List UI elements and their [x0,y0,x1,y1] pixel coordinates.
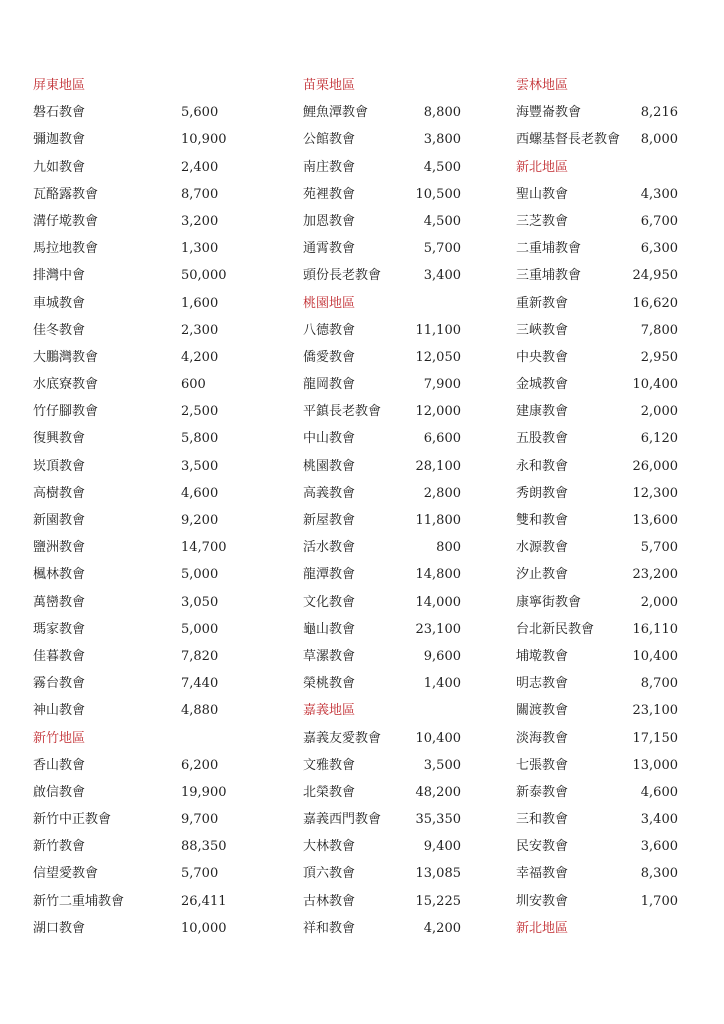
donation-amount: 16,110 [632,621,678,637]
church-name: 苑裡教會 [303,186,356,202]
church-row [303,534,465,561]
church-row [33,154,223,181]
church-row [516,425,681,452]
church-name: 新竹中正教會 [33,812,112,828]
donation-amount: 10,500 [415,186,461,202]
church-row [33,126,227,153]
church-row [303,561,465,588]
donation-amount: 7,900 [423,377,461,393]
church-row [516,290,681,317]
church-name: 古林教會 [303,893,356,909]
donation-amount: 12,300 [632,485,678,501]
region-name: 新北地區 [516,920,569,936]
church-name: 崁頂教會 [33,458,86,474]
church-name: 圳安教會 [516,893,569,909]
donation-amount: 3,400 [423,268,461,284]
donation-amount: 8,216 [640,105,678,121]
church-row [303,589,465,616]
church-name: 神山教會 [33,703,86,719]
region-name: 嘉義地區 [303,703,356,719]
church-row [516,616,681,643]
church-name: 埔墘教會 [516,648,569,664]
donation-amount: 2,800 [423,485,461,501]
donation-amount: 14,800 [415,567,461,583]
church-name: 頭份長老教會 [303,268,382,284]
church-name: 康寧街教會 [516,594,582,610]
church-name: 文化教會 [303,594,356,610]
donation-amount: 10,900 [181,132,227,148]
church-name: 復興教會 [33,431,86,447]
region-heading [516,915,681,942]
donation-amount: 35,350 [415,812,461,828]
church-name: 文雅教會 [303,757,356,773]
donation-amount: 6,600 [423,431,461,447]
donation-amount: 8,700 [181,186,219,202]
church-name: 三重埔教會 [516,268,582,284]
church-name: 溝仔墘教會 [33,213,99,229]
donation-amount: 14,000 [415,594,461,610]
church-row [516,371,681,398]
church-row [516,126,681,153]
church-name: 重新教會 [516,295,569,311]
donation-amount: 50,000 [181,268,227,284]
church-name: 台北新民教會 [516,621,595,637]
donation-amount: 3,500 [181,458,219,474]
church-name: 中央教會 [516,349,569,365]
donation-amount: 5,600 [181,105,219,121]
church-name: 三芝教會 [516,213,569,229]
church-name: 嘉義友愛教會 [303,730,382,746]
church-row [516,561,681,588]
church-name: 新竹教會 [33,839,86,855]
church-name: 海豐崙教會 [516,105,582,121]
donation-amount: 16,620 [632,295,678,311]
church-row [33,534,227,561]
donation-amount: 1,400 [423,676,461,692]
church-row [303,371,465,398]
church-row [33,833,227,860]
church-row [303,888,465,915]
region-name: 新竹地區 [33,730,86,746]
church-row [516,888,681,915]
donation-amount: 3,800 [423,132,461,148]
donation-amount: 7,800 [640,322,678,338]
church-name: 草漯教會 [303,648,356,664]
church-row [33,860,223,887]
church-name: 排灣中會 [33,268,86,284]
church-row [303,181,465,208]
church-row [516,235,681,262]
church-row [303,860,465,887]
donation-amount: 3,400 [640,812,678,828]
church-row [516,208,681,235]
donation-amount: 1,300 [181,241,219,257]
church-row [303,398,465,425]
region-heading [516,154,681,181]
donation-amount: 3,500 [423,757,461,773]
church-name: 汐止教會 [516,567,569,583]
church-name: 加恩教會 [303,213,356,229]
donation-amount: 5,700 [181,866,219,882]
church-name: 馬拉地教會 [33,241,99,257]
donation-amount: 17,150 [632,730,678,746]
church-name: 湖口教會 [33,920,86,936]
donation-amount: 2,000 [640,594,678,610]
church-name: 榮桃教會 [303,676,356,692]
donation-amount: 13,000 [632,757,678,773]
church-row [303,480,465,507]
donation-amount: 88,350 [181,839,227,855]
donation-amount: 48,200 [415,784,461,800]
donation-amount: 10,400 [632,648,678,664]
church-row [303,670,465,697]
church-name: 瑪家教會 [33,621,86,637]
church-row [303,725,465,752]
church-name: 關渡教會 [516,703,569,719]
church-name: 永和教會 [516,458,569,474]
donation-amount: 5,700 [640,540,678,556]
church-row [33,561,223,588]
church-row [516,860,681,887]
church-name: 建康教會 [516,404,569,420]
church-row [33,779,227,806]
church-row [33,99,223,126]
church-name: 三峽教會 [516,322,569,338]
church-name: 中山教會 [303,431,356,447]
region-name: 苗栗地區 [303,78,356,93]
church-row [516,181,681,208]
donation-amount: 23,200 [632,567,678,583]
church-name: 啟信教會 [33,784,86,800]
church-name: 鹽洲教會 [33,540,86,556]
church-name: 水源教會 [516,540,569,556]
donation-amount: 4,880 [181,703,219,719]
donation-amount: 11,800 [415,513,461,528]
region-heading [303,72,465,99]
donation-amount: 2,500 [181,404,219,420]
donation-amount: 10,400 [632,377,678,393]
church-row [516,697,681,724]
church-name: 通霄教會 [303,241,356,257]
donation-amount: 3,600 [640,839,678,855]
donation-amount: 7,820 [181,648,219,664]
church-row [33,453,223,480]
church-name: 西螺基督長老教會 [516,132,621,148]
church-row [33,752,223,779]
church-row [516,344,681,371]
church-row [303,235,465,262]
church-name: 北榮教會 [303,784,356,800]
donation-amount: 26,000 [632,458,678,474]
church-row [516,806,681,833]
church-row [303,806,465,833]
church-row [33,262,227,289]
church-row [33,888,227,915]
church-name: 萬巒教會 [33,594,86,610]
donation-amount: 5,700 [423,241,461,257]
donation-amount: 3,050 [181,594,219,610]
donation-amount: 19,900 [181,784,227,800]
church-name: 九如教會 [33,159,86,175]
church-name: 霧台教會 [33,676,86,692]
church-row [516,507,681,534]
church-row [516,99,681,126]
church-row [303,833,465,860]
donation-amount: 2,300 [181,322,219,338]
donation-amount: 5,800 [181,431,219,447]
region-heading [33,72,223,99]
donation-amount: 1,600 [181,295,219,311]
donation-amount: 5,000 [181,567,219,583]
church-name: 桃園教會 [303,458,356,474]
church-name: 龍潭教會 [303,567,356,583]
church-row [516,480,681,507]
church-name: 雙和教會 [516,513,569,528]
church-row [303,262,465,289]
column-1 [33,72,227,942]
donation-amount: 15,225 [415,893,461,909]
donation-amount: 14,700 [181,540,227,556]
church-row [303,507,465,534]
church-row [33,697,223,724]
donation-amount: 6,200 [181,757,219,773]
church-name: 新屋教會 [303,513,356,528]
church-name: 高樹教會 [33,485,86,501]
church-name: 三和教會 [516,812,569,828]
donation-amount: 6,300 [640,241,678,257]
church-name: 龍岡教會 [303,377,356,393]
church-row [516,317,681,344]
church-row [516,589,681,616]
church-name: 淡海教會 [516,730,569,746]
donation-amount: 1,700 [640,893,678,909]
church-row [33,425,223,452]
church-name: 幸福教會 [516,866,569,882]
church-row [33,670,223,697]
region-name: 新北地區 [516,159,569,175]
church-row [303,752,465,779]
church-row [33,480,223,507]
church-name: 平鎮長老教會 [303,404,382,420]
church-name: 南庄教會 [303,159,356,175]
church-row [516,262,681,289]
church-name: 頂六教會 [303,866,356,882]
region-name: 屏東地區 [33,78,86,93]
church-name: 磐石教會 [33,105,86,121]
church-name: 信望愛教會 [33,866,99,882]
donation-amount: 11,100 [415,322,461,338]
church-name: 僑愛教會 [303,349,356,365]
church-row [303,154,465,181]
church-name: 竹仔腳教會 [33,404,99,420]
donation-amount: 4,300 [640,186,678,202]
donation-amount: 9,600 [423,648,461,664]
church-name: 八德教會 [303,322,356,338]
region-heading [303,697,465,724]
donation-amount: 12,000 [415,404,461,420]
donation-amount: 7,440 [181,676,219,692]
donation-amount: 4,600 [640,784,678,800]
donation-amount: 10,000 [181,920,227,936]
church-name: 車城教會 [33,295,86,311]
church-name: 五股教會 [516,431,569,447]
donation-amount: 3,200 [181,213,219,229]
church-row [33,398,223,425]
church-name: 七張教會 [516,757,569,773]
church-row [303,616,465,643]
church-row [516,398,681,425]
donation-amount: 9,200 [181,513,219,528]
church-name: 祥和教會 [303,920,356,936]
church-name: 民安教會 [516,839,569,855]
church-row [303,643,465,670]
church-row [516,534,681,561]
church-row [33,915,227,942]
donation-amount: 26,411 [181,893,227,909]
church-name: 楓林教會 [33,567,86,583]
donation-amount: 8,800 [423,105,461,121]
church-row [33,507,223,534]
church-row [303,425,465,452]
church-row [33,235,223,262]
donation-amount: 4,500 [423,213,461,229]
donation-amount: 4,200 [423,920,461,936]
donation-amount: 6,700 [640,213,678,229]
church-name: 龜山教會 [303,621,356,637]
church-row [303,915,465,942]
church-name: 新泰教會 [516,784,569,800]
church-name: 秀朗教會 [516,485,569,501]
column-2 [303,72,465,942]
church-row [516,752,681,779]
donation-amount: 23,100 [415,621,461,637]
church-name: 活水教會 [303,540,356,556]
church-name: 佳暮教會 [33,648,86,664]
donation-amount: 800 [436,540,461,556]
church-row [303,344,465,371]
church-row [303,453,465,480]
church-name: 明志教會 [516,676,569,692]
donation-amount: 4,500 [423,159,461,175]
donation-amount: 2,950 [640,349,678,365]
region-heading [303,290,465,317]
church-row [303,317,465,344]
church-name: 公館教會 [303,132,356,148]
church-row [33,589,223,616]
church-name: 聖山教會 [516,186,569,202]
donation-amount: 23,100 [632,703,678,719]
donation-amount: 9,400 [423,839,461,855]
donation-amount: 9,700 [181,812,219,828]
donation-amount: 13,600 [632,513,678,528]
church-row [516,643,681,670]
church-row [303,99,465,126]
donation-amount: 5,000 [181,621,219,637]
church-row [516,453,681,480]
donation-amount: 24,950 [632,268,678,284]
church-row [33,643,223,670]
column-3 [516,72,681,942]
region-heading [33,725,223,752]
donation-amount: 600 [181,377,206,393]
church-name: 高義教會 [303,485,356,501]
church-row [303,779,465,806]
church-row [33,208,223,235]
region-name: 桃園地區 [303,295,356,311]
church-name: 嘉義西門教會 [303,812,382,828]
region-name: 雲林地區 [516,78,569,93]
church-name: 彌迦教會 [33,132,86,148]
church-row [33,806,223,833]
church-name: 鯉魚潭教會 [303,105,369,121]
donation-amount: 28,100 [415,458,461,474]
church-name: 新園教會 [33,513,86,528]
donation-amount: 4,600 [181,485,219,501]
church-name: 新竹二重埔教會 [33,893,125,909]
church-row [33,290,223,317]
church-row [33,616,223,643]
church-row [516,779,681,806]
donation-amount: 8,300 [640,866,678,882]
church-row [33,181,223,208]
church-row [33,371,223,398]
donation-amount: 8,000 [640,132,678,148]
donation-amount: 6,120 [640,431,678,447]
donation-amount: 8,700 [640,676,678,692]
church-name: 二重埔教會 [516,241,582,257]
church-row [303,208,465,235]
church-row [303,126,465,153]
church-name: 佳冬教會 [33,322,86,338]
donation-amount: 12,050 [415,349,461,365]
church-name: 大林教會 [303,839,356,855]
church-row [516,833,681,860]
church-row [33,344,223,371]
church-name: 香山教會 [33,757,86,773]
donation-amount: 2,000 [640,404,678,420]
church-row [33,317,223,344]
church-name: 瓦酪露教會 [33,186,99,202]
donation-amount: 10,400 [415,730,461,746]
church-name: 金城教會 [516,377,569,393]
donation-amount: 2,400 [181,159,219,175]
donation-amount: 4,200 [181,349,219,365]
donation-amount: 13,085 [415,866,461,882]
church-row [516,670,681,697]
region-heading [516,72,681,99]
church-name: 水底寮教會 [33,377,99,393]
church-name: 大鵬灣教會 [33,349,99,365]
church-row [516,725,681,752]
